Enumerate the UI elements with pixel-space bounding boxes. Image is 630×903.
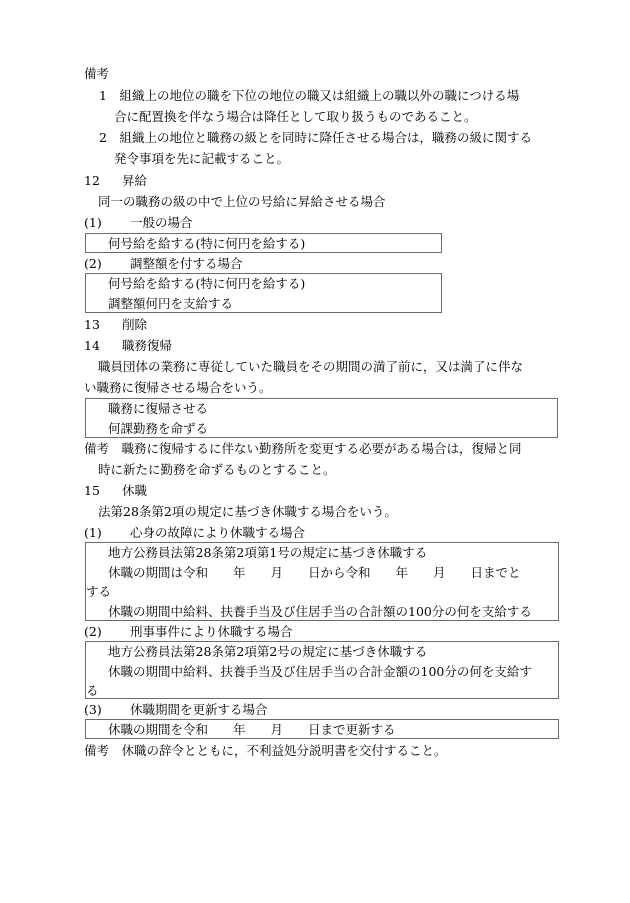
section-15-case-3-box <box>85 719 559 739</box>
section-14-box <box>85 398 558 438</box>
section-14-box-line-1: 職務に復帰させる <box>108 401 209 416</box>
section-15-case-2-box-line-2: 休職の期間中給料、扶養手当及び住居手当の合計金額の100分の何を支給す <box>108 664 532 679</box>
section-15-case-2-title: 刑事事件により休職する場合 <box>130 624 293 639</box>
section-14-note-line-2: 時に新たに勤務を命ずるものとすること。 <box>98 462 336 477</box>
section-15-case-2-box-line-3: る <box>86 683 99 698</box>
section-15-case-2-box <box>85 641 559 699</box>
section-15-heading <box>84 481 147 500</box>
remarks-item-2-line-2: 発令事項を先に記載すること。 <box>114 151 290 166</box>
remarks-item-1-line-2: 合に配置換を伴なう場合は降任として取り扱うものであること。 <box>114 109 477 124</box>
section-12-description: 同一の職務の級の中で上位の号給に昇給させる場合 <box>98 194 386 209</box>
section-15-case-1-title: 心身の故障により休職する場合 <box>130 525 306 540</box>
section-15-case-1-heading <box>84 523 305 542</box>
section-12-title: 昇給 <box>122 173 148 188</box>
section-15-case-1-box-line-1: 地方公務員法第28条第2項第1号の規定に基づき休職する <box>108 545 428 560</box>
section-12-case-2-box <box>85 273 442 313</box>
section-12-heading <box>84 171 147 190</box>
remarks-heading: 備考 <box>84 66 110 81</box>
section-15-case-3-heading <box>84 700 268 719</box>
section-15-case-1-number: (1) <box>84 525 102 540</box>
section-14-note-line-1: 備考 職務に復帰するに伴ない勤務所を変更する必要がある場合は，復帰と同 <box>84 441 522 456</box>
section-12-case-2-title: 調整額を付する場合 <box>130 256 243 271</box>
section-15-description: 法第28条第2項の規定に基づき休職する場合をいう。 <box>98 504 397 519</box>
section-15-case-3-number: (3) <box>84 702 102 717</box>
section-12-case-2-number: (2) <box>84 256 102 271</box>
section-14-description-line-2: い職務に復帰させる場合をいう。 <box>84 380 272 395</box>
section-15-case-1-box <box>85 542 559 621</box>
remarks-item-1-line-1: 1 組織上の地位の職を下位の地位の職又は組織上の職以外の職につける場 <box>99 88 520 103</box>
section-15-case-3-title: 休職期間を更新する場合 <box>130 702 268 717</box>
section-12-case-1-heading <box>84 213 193 232</box>
section-15-case-3-box-text: 休職の期間を令和 年 月 日まで更新する <box>108 722 396 737</box>
section-13-heading <box>84 315 147 334</box>
section-12-case-1-box-text: 何号給を給する(特に何円を給する) <box>108 236 306 251</box>
section-14-description-line-1: 職員団体の業務に専従していた職員をその期間の満了前に，又は満了に伴な <box>98 359 524 374</box>
section-13-title: 削除 <box>122 317 148 332</box>
section-12-case-1-title: 一般の場合 <box>130 215 193 230</box>
section-14-number: 14 <box>84 338 100 353</box>
section-14-heading <box>84 336 172 355</box>
section-15-case-2-box-line-1: 地方公務員法第28条第2項第2号の規定に基づき休職する <box>108 644 428 659</box>
section-12-case-1-box <box>85 233 442 253</box>
section-15-case-2-heading <box>84 622 293 641</box>
section-15-case-2-number: (2) <box>84 624 102 639</box>
section-15-title: 休職 <box>122 483 148 498</box>
remarks-item-2-line-1: 2 組織上の地位と職務の級とを同時に降任させる場合は，職務の級に関する <box>99 130 532 145</box>
section-15-note: 備考 休職の辞令とともに，不利益処分説明書を交付すること。 <box>84 743 447 758</box>
section-13-number: 13 <box>84 317 100 332</box>
section-12-case-1-number: (1) <box>84 215 102 230</box>
section-15-case-1-box-line-2: 休職の期間は令和 年 月 日から令和 年 月 日までと <box>108 565 521 580</box>
section-14-box-line-2: 何課勤務を命ずる <box>108 421 209 436</box>
section-15-number: 15 <box>84 483 100 498</box>
section-14-title: 職務復帰 <box>122 338 173 353</box>
section-15-case-1-box-line-3: する <box>86 584 112 599</box>
section-12-case-2-heading <box>84 254 243 273</box>
section-15-case-1-box-line-4: 休職の期間中給料、扶養手当及び住居手当の合計額の100分の何を支給する <box>108 604 532 619</box>
section-12-number: 12 <box>84 173 100 188</box>
section-12-case-2-box-line-2: 調整額何円を支給する <box>108 296 234 311</box>
section-12-case-2-box-line-1: 何号給を給する(特に何円を給する) <box>108 276 306 291</box>
